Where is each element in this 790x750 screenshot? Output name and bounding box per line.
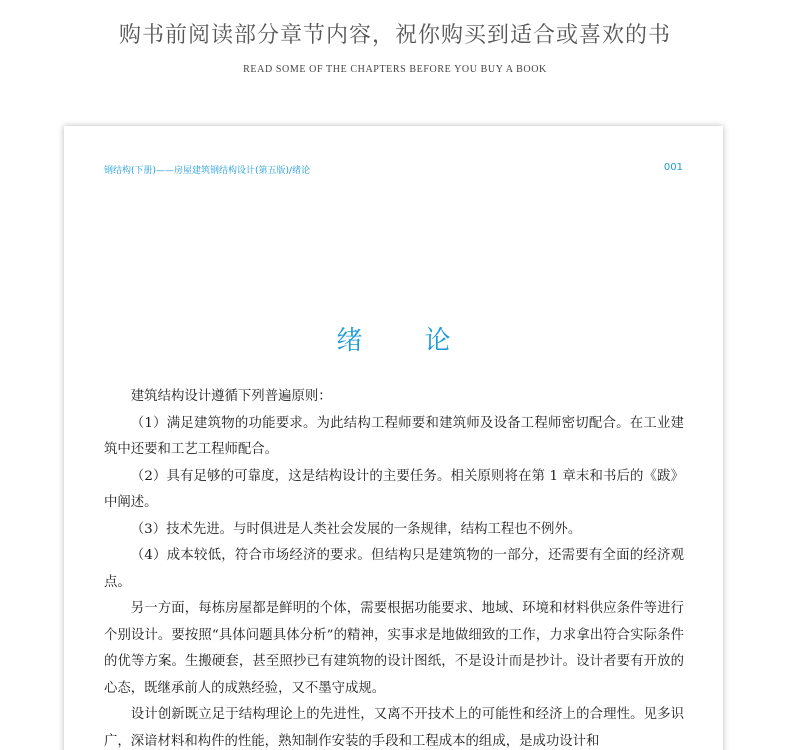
paragraph-principle-2: （2）具有足够的可靠度，这是结构设计的主要任务。相关原则将在第 1 章末和书后的《跋》中阐述。 bbox=[104, 468, 684, 510]
running-head: 钢结构(下册)——房屋建筑钢结构设计(第五版)/绪论 bbox=[104, 166, 311, 176]
paragraph-principle-1: （1）满足建筑物的功能要求。为此结构工程师要和建筑师及设备工程师密切配合。在工业建筑中还要和工艺工程师配合。 bbox=[104, 415, 684, 457]
paragraph-intro: 建筑结构设计遵循下列普遍原则： bbox=[130, 389, 332, 404]
paragraph-principle-4: （4）成本较低，符合市场经济的要求。但结构只是建筑物的一部分，还需要有全面的经济观点。 bbox=[104, 548, 684, 590]
book-page bbox=[64, 126, 723, 750]
paragraph-design-innovation: 设计创新既立足于结构理论上的先进性，又离不开技术上的可能性和经济上的合理性。见多识广，深谙材料和构件的性能，熟知制作安装的手段和工程成本的组成，是成功设计和 bbox=[104, 707, 684, 749]
paragraph-individual-design: 另一方面，每栋房屋都是鲜明的个体，需要根据功能要求、地域、环境和材料供应条件等进行个别设计。要按照“具体问题具体分析”的精神，实事求是地做细致的工作，力求拿出符合实际条件的优等方案。生搬硬套，甚至照抄已有建筑物的设计图纸，不是设计而是抄计。设计者要有开放的心态，既继承前人的成熟经验，又不墨守成规。 bbox=[104, 601, 684, 696]
paragraph-principle-3: （3）技术先进。与时俱进是人类社会发展的一条规律，结构工程也不例外。 bbox=[130, 521, 582, 537]
banner-title: 购书前阅读部分章节内容，祝你购买到适合或喜欢的书 bbox=[118, 23, 671, 48]
page-number: 001 bbox=[663, 162, 683, 173]
banner-subtitle: READ SOME OF THE CHAPTERS BEFORE YOU BUY A BOOK bbox=[243, 64, 547, 75]
body-text bbox=[104, 384, 684, 750]
chapter-title: 绪论 bbox=[336, 326, 513, 356]
